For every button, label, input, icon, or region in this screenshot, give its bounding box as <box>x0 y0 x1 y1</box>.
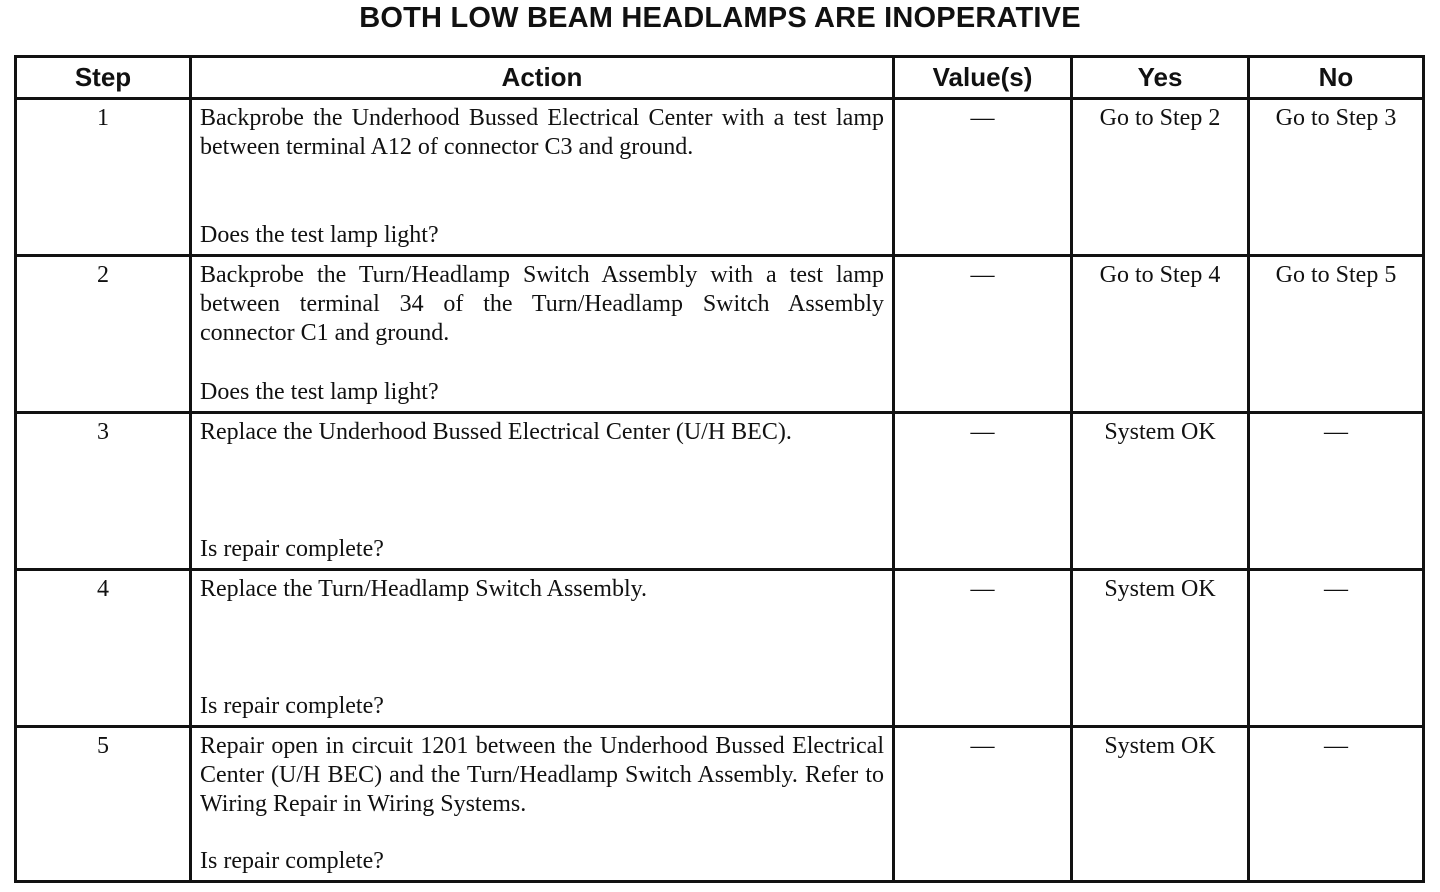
action-instruction: Replace the Underhood Bussed Electrical Center (U/H BEC). <box>200 419 792 445</box>
table-row <box>16 727 1424 882</box>
no-cell: — <box>1249 413 1424 570</box>
page-title: BOTH LOW BEAM HEADLAMPS ARE INOPERATIVE <box>359 2 1081 34</box>
value-cell: — <box>894 99 1072 256</box>
no-cell: — <box>1249 727 1424 882</box>
value-cell: — <box>894 727 1072 882</box>
action-instruction: Replace the Turn/Headlamp Switch Assembly. <box>200 576 648 602</box>
action-question: Is repair complete? <box>200 693 384 719</box>
yes-cell: System OK <box>1072 570 1249 727</box>
yes-cell: System OK <box>1072 413 1249 570</box>
action-question: Does the test lamp light? <box>200 222 439 248</box>
action-question: Is repair complete? <box>200 848 384 874</box>
action-cell <box>191 570 894 727</box>
diagnostic-table <box>14 55 1425 883</box>
value-cell: — <box>894 413 1072 570</box>
value-cell: — <box>894 570 1072 727</box>
action-question: Does the test lamp light? <box>200 379 439 405</box>
action-instruction: Backprobe the Turn/Headlamp Switch Assembly with a test lamp between terminal 34 of the Turn/Headlamp Switch Assembly connector C1 and ground. <box>200 262 884 346</box>
no-cell: — <box>1249 570 1424 727</box>
table-row <box>16 413 1424 570</box>
header-row <box>16 57 1424 99</box>
step-number: 3 <box>16 413 191 570</box>
yes-cell: Go to Step 2 <box>1072 99 1249 256</box>
no-cell: Go to Step 5 <box>1249 256 1424 413</box>
step-number: 5 <box>16 727 191 882</box>
step-number: 1 <box>16 99 191 256</box>
action-cell <box>191 727 894 882</box>
no-cell: Go to Step 3 <box>1249 99 1424 256</box>
action-question: Is repair complete? <box>200 536 384 562</box>
table-row <box>16 99 1424 256</box>
table-row <box>16 570 1424 727</box>
header-action: Action <box>191 57 894 99</box>
action-instruction: Repair open in circuit 1201 between the Underhood Bussed Electrical Center (U/H BEC) and the Turn/Headlamp Switch Assembly. Refer to Wiring Repair in Wiring Systems. <box>200 733 884 817</box>
step-number: 2 <box>16 256 191 413</box>
header-values: Value(s) <box>894 57 1072 99</box>
header-yes: Yes <box>1072 57 1249 99</box>
action-instruction: Backprobe the Underhood Bussed Electrical Center with a test lamp between terminal A12 of connector C3 and ground. <box>200 105 884 160</box>
header-step: Step <box>16 57 191 99</box>
yes-cell: System OK <box>1072 727 1249 882</box>
step-number: 4 <box>16 570 191 727</box>
yes-cell: Go to Step 4 <box>1072 256 1249 413</box>
header-no: No <box>1249 57 1424 99</box>
action-cell <box>191 99 894 256</box>
table-row <box>16 256 1424 413</box>
action-cell <box>191 256 894 413</box>
action-cell <box>191 413 894 570</box>
value-cell: — <box>894 256 1072 413</box>
